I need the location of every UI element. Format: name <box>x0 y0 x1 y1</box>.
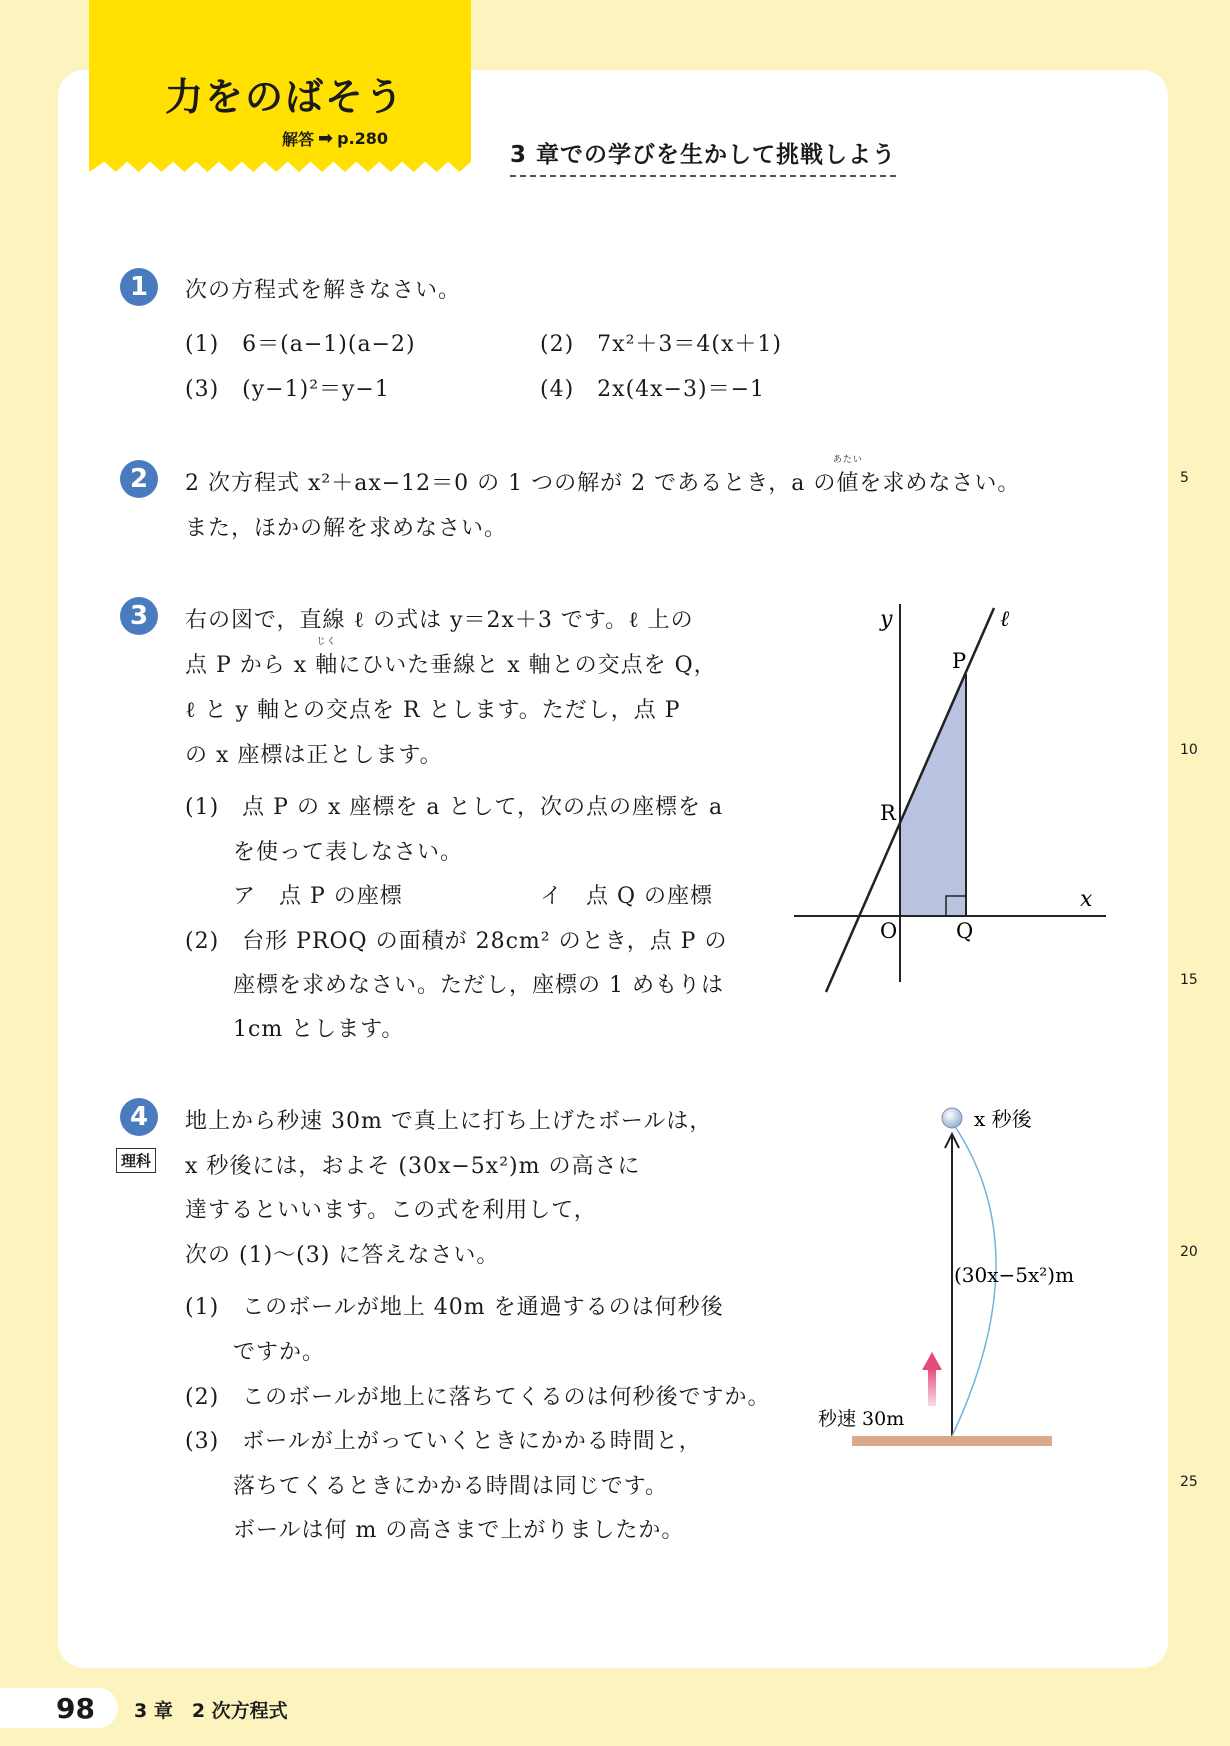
question-number-badge: 2 <box>120 460 158 498</box>
line-number: 20 <box>1180 1244 1198 1260</box>
sub-question: 落ちてくるときにかかる時間は同じです。 <box>233 1474 669 1499</box>
line-number: 15 <box>1180 972 1198 988</box>
coordinate-figure <box>790 600 1110 1000</box>
question-number-badge: 4 <box>120 1098 158 1136</box>
sub-question: (1) このボールが地上 40m を通過するのは何秒後 <box>185 1295 724 1320</box>
line-number: 25 <box>1180 1474 1198 1490</box>
time-label: x 秒後 <box>974 1107 1032 1131</box>
chapter-title: 3 章 2 次方程式 <box>134 1700 288 1722</box>
origin-O-label: O <box>880 919 898 943</box>
question-text: 地上から秒速 30m で真上に打ち上げたボールは， <box>185 1109 713 1134</box>
sub-question: 座標を求めなさい。ただし，座標の 1 めもりは <box>233 973 724 998</box>
sub-question: (4) 2x(4x−3)＝−1 <box>540 377 765 402</box>
question-number-badge: 3 <box>120 597 158 635</box>
arrow-right-icon: ➡ <box>318 128 334 149</box>
sub-question: ア 点 P の座標 <box>233 884 403 909</box>
x-axis-label: x <box>1080 887 1093 912</box>
sub-question: (2) 台形 PROQ の面積が 28cm² のとき，点 P の <box>185 929 728 954</box>
velocity-arrow-icon <box>928 1368 936 1406</box>
question-text: 達するといいます。この式を利用して， <box>185 1198 597 1223</box>
ruby-word: じく 軸 <box>315 637 339 678</box>
sub-question: (3) (y−1)²＝y−1 <box>185 377 390 402</box>
ball-figure <box>810 1100 1100 1460</box>
sub-question: 1cm とします。 <box>233 1017 405 1042</box>
answer-reference[interactable] <box>282 127 388 150</box>
speed-label: 秒速 30m <box>818 1408 905 1430</box>
question-text: x 秒後には，およそ (30x−5x²)m の高さに <box>185 1154 641 1179</box>
sub-question: (2) このボールが地上に落ちてくるのは何秒後ですか。 <box>185 1385 771 1410</box>
sub-question: (3) ボールが上がっていくときにかかる時間と， <box>185 1429 702 1454</box>
sub-question: ボールは何 m の高さまで上がりましたか。 <box>233 1518 685 1543</box>
line-l-label: ℓ <box>1000 607 1010 632</box>
question-text: ℓ と y 軸との交点を R とします。ただし，点 P <box>185 698 681 723</box>
point-Q-label: Q <box>956 919 974 943</box>
question-text: 次の方程式を解きなさい。 <box>185 278 462 303</box>
velocity-arrow-head <box>922 1352 942 1370</box>
sub-question: ですか。 <box>233 1340 326 1365</box>
point-P-label: P <box>952 649 967 673</box>
question-text: 次の (1)〜(3) に答えなさい。 <box>185 1243 500 1268</box>
sub-question: (1) 点 P の x 座標を a として，次の点の座標を a <box>185 795 724 820</box>
question-text: の x 座標は正とします。 <box>185 743 443 768</box>
sub-question: (2) 7x²＋3＝4(x＋1) <box>540 332 782 357</box>
sub-question: (1) 6＝(a−1)(a−2) <box>185 332 416 357</box>
answer-label: 解答 <box>282 130 315 149</box>
question-text: また，ほかの解を求めなさい。 <box>185 516 508 541</box>
point-R-label: R <box>880 801 896 825</box>
page-title: 力をのばそう <box>165 75 406 119</box>
height-label: (30x−5x²)m <box>954 1263 1075 1287</box>
sub-question: を使って表しなさい。 <box>233 840 464 865</box>
page-number: 98 <box>0 1688 118 1728</box>
question-text: 2 次方程式 x²＋ax−12＝0 の 1 つの解が 2 であるとき，a の あたい 値を求めなさい。 <box>185 455 1021 496</box>
ball-icon <box>942 1108 962 1128</box>
line-number: 10 <box>1180 742 1198 758</box>
question-number-badge: 1 <box>120 268 158 306</box>
line-number: 5 <box>1180 470 1189 486</box>
ruby-word: あたい 値 <box>832 455 863 496</box>
y-axis-label: y <box>880 607 893 632</box>
ground <box>852 1436 1052 1446</box>
sub-question: イ 点 Q の座標 <box>540 884 714 909</box>
question-text: 右の図で，直線 ℓ の式は y＝2x＋3 です。ℓ 上の <box>185 608 694 633</box>
section-subtitle: 3 章での学びを生かして挑戦しよう <box>510 136 896 177</box>
question-text: 点 P から x じく 軸にひいた垂線と x 軸との交点を Q， <box>185 637 717 678</box>
trapezoid-PROQ <box>900 674 966 916</box>
answer-page: p.280 <box>337 129 389 148</box>
subject-tag: 理科 <box>116 1148 156 1173</box>
